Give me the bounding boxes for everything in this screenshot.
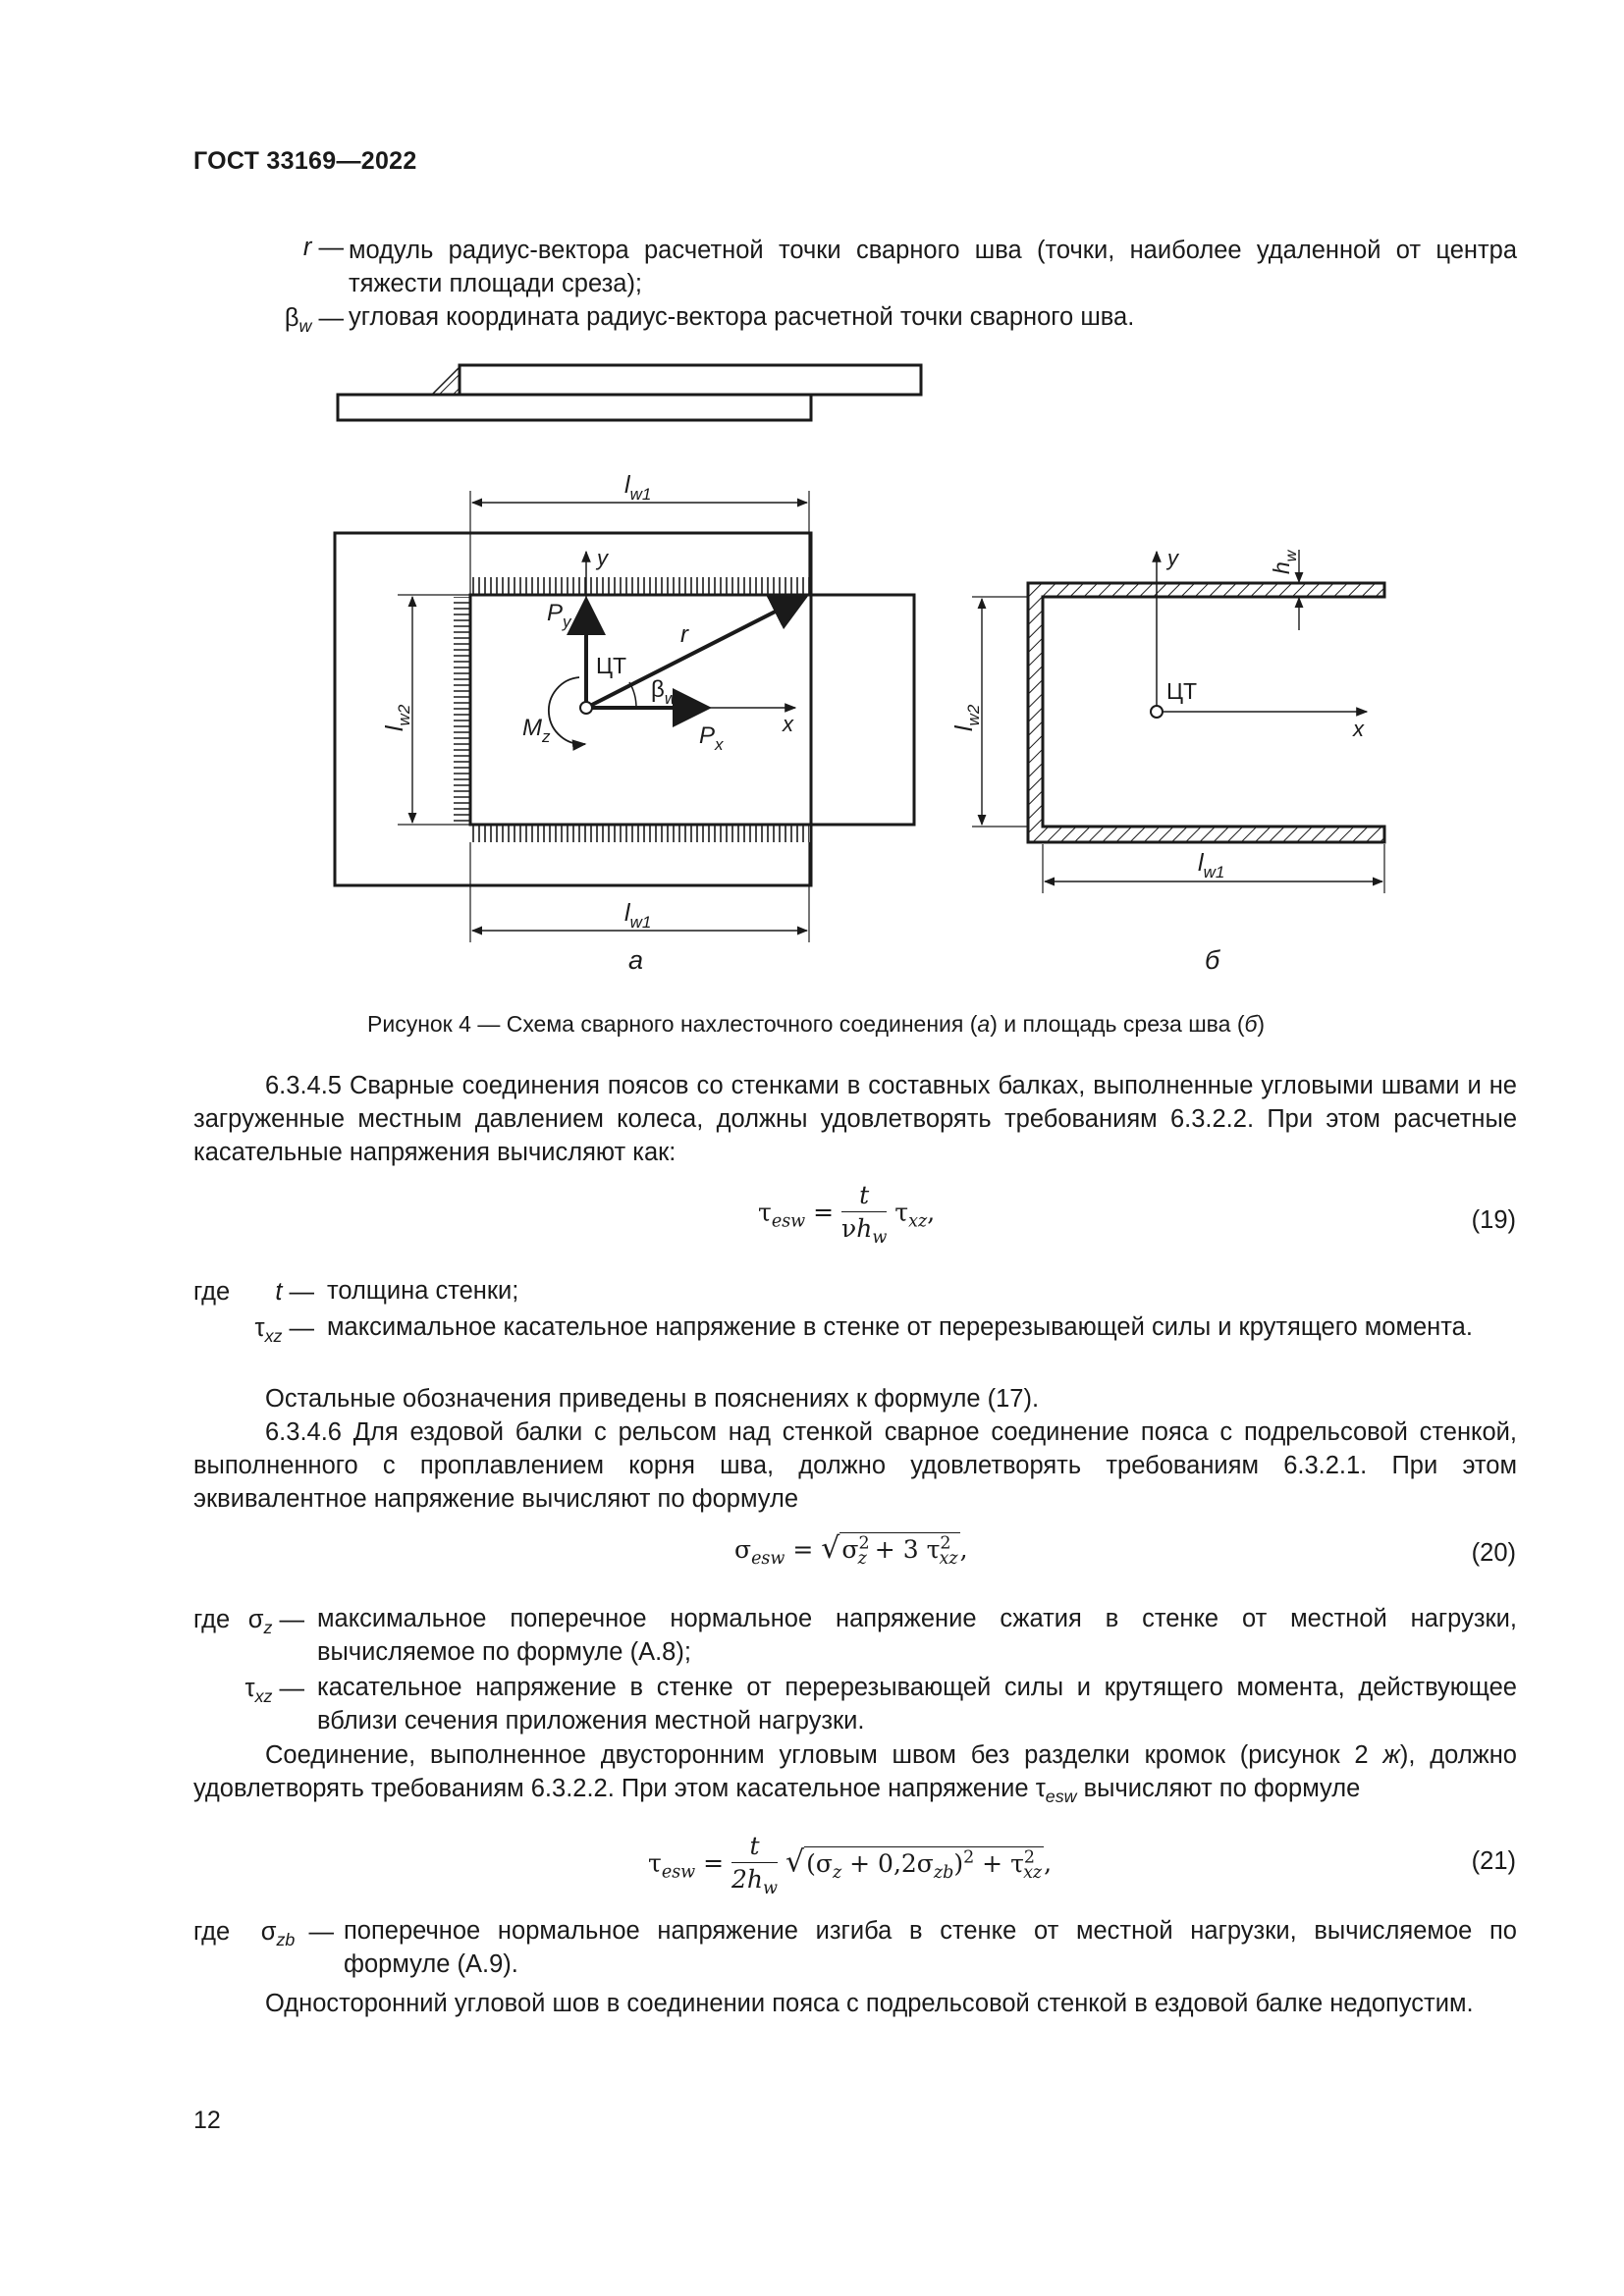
label-y-a: y <box>597 546 608 570</box>
def-symbol-sigma-zb: $\sigma_{zb}$ — <box>260 1918 334 1950</box>
figure-a-lap-joint-plan <box>335 471 914 975</box>
paragraph-single-fillet: Односторонний угловой шов в соединении пояса с подрельсовой стенкой в ездовой балке недопустим. <box>265 1990 1474 2017</box>
label-x-b: x <box>1353 717 1364 741</box>
paragraph-6-3-4-6: 6.3.4.6 Для ездовой балки с рельсом над стенкой сварное соединение пояса с подрельсовой стенкой, выполненного с проплавлением корня шва, должно удовлетворять требованиям 6.3.2.1. При этом эквивалентное напряжение вычисляют по формуле <box>193 1418 1517 1513</box>
label-ct-a: ЦТ <box>596 653 627 678</box>
figure-caption: Рисунок 4 — Схема сварного нахлесточного соединения (а) и площадь среза шва (б) <box>367 1011 1266 1037</box>
def-text-sigma-zb: поперечное нормальное напряжение изгиба в стенке от местной нагрузки, вычисляемое по формуле (А.9). <box>344 1917 1517 1978</box>
formula-21: $\tau_{esw}$ = $\frac{t}{2h_w}$ $√(\sigma_z + 0,2\sigma_{zb})^2 + \tau^2_{xz}$, <box>648 1832 1053 1899</box>
figure-4-diagram <box>0 0 1624 1001</box>
def-text-beta: угловая координата радиус-вектора расчетной точки сварного шва. <box>349 303 1135 331</box>
formula-21-number: (21) <box>1471 1847 1516 1875</box>
document-header: ГОСТ 33169—2022 <box>193 147 417 175</box>
label-py: $P_y$ <box>547 600 571 631</box>
formula-20: $\sigma_{esw} = √\sigma^2_z + 3$ $\tau^2_{xz}$, <box>734 1531 968 1570</box>
def-text-tau-xz: максимальное касательное напряжение в стенке от перерезывающей силы и крутящего момента. <box>327 1313 1473 1341</box>
label-r: r <box>680 621 688 648</box>
where-label-20: где <box>193 1606 231 1633</box>
label-hw: $h_w$ <box>1269 550 1300 574</box>
label-y-b: y <box>1167 546 1178 570</box>
label-px: $P_x$ <box>699 722 724 754</box>
formula-20-number: (20) <box>1471 1539 1516 1567</box>
def-symbol-beta: $\beta_w$ — <box>284 304 344 337</box>
def-text-tau-xz-2: касательное напряжение в стенке от перерезывающей силы и крутящего момента, действующее вблизи сечения приложения местной нагрузки. <box>317 1674 1517 1735</box>
label-lw1-top: $l_{w1}$ <box>624 471 652 504</box>
paragraph-6-3-4-5: 6.3.4.5 Сварные соединения поясов со стенками в составных балках, выполненные угловыми швами и не загруженные местным давлением колеса, должны удовлетворять требованиям 6.3.2.2. При этом расчетные касательные напряжения вычисляют как: <box>193 1072 1517 1166</box>
def-symbol-r: r — <box>302 234 344 261</box>
label-mz: $M_z$ <box>522 715 551 746</box>
def-text-t: толщина стенки; <box>327 1277 519 1305</box>
label-ct-b: ЦТ <box>1166 678 1198 704</box>
subfigure-label-a: а <box>628 945 644 975</box>
paragraph-notation-ref: Остальные обозначения приведены в пояснениях к формуле (17). <box>265 1385 1040 1413</box>
def-text-sigma-z: максимальное поперечное нормальное напряжение сжатия в стенке от местной нагрузки, вычисляемое по формуле (А.8); <box>317 1605 1517 1666</box>
def-symbol-t: t — <box>275 1278 314 1306</box>
label-x-a: x <box>783 712 793 736</box>
label-beta: $\beta_w$ <box>651 676 677 708</box>
def-symbol-tau-xz-2: $\tau_{xz}$ — <box>244 1675 304 1707</box>
where-label-19: где <box>193 1278 231 1306</box>
label-lw2-b: $l_{w2}$ <box>950 704 983 731</box>
where-label-21: где <box>193 1918 231 1946</box>
label-lw1-bottom: $l_{w1}$ <box>624 899 652 932</box>
formula-19: $\tau_{esw}$ = $\frac{t}{\nu h_w}$ $\tau_{xz}$, <box>758 1181 936 1249</box>
page-number: 12 <box>193 2107 221 2134</box>
label-lw1-b: $l_{w1}$ <box>1198 849 1225 881</box>
subfigure-label-b: б <box>1205 945 1220 975</box>
paragraph-double-fillet: Соединение, выполненное двусторонним угловым швом без разделки кромок (рисунок 2 ж), должно удовлетворять требованиям 6.3.2.2. При этом касательное напряжение $\tau_{esw}$ вычисляют по формуле <box>193 1741 1517 1807</box>
def-symbol-sigma-z: $\sigma_z$ — <box>247 1606 304 1638</box>
label-lw2: $l_{w2}$ <box>381 704 413 731</box>
def-text-r: модуль радиус-вектора расчетной точки сварного шва (точки, наиболее удаленной от центра тяжести площади среза); <box>349 237 1517 297</box>
lap-joint-side-view <box>338 365 921 420</box>
formula-19-number: (19) <box>1471 1206 1516 1234</box>
def-symbol-tau-xz: $\tau_{xz}$ — <box>254 1314 314 1347</box>
figure-b-shear-area <box>950 546 1384 975</box>
